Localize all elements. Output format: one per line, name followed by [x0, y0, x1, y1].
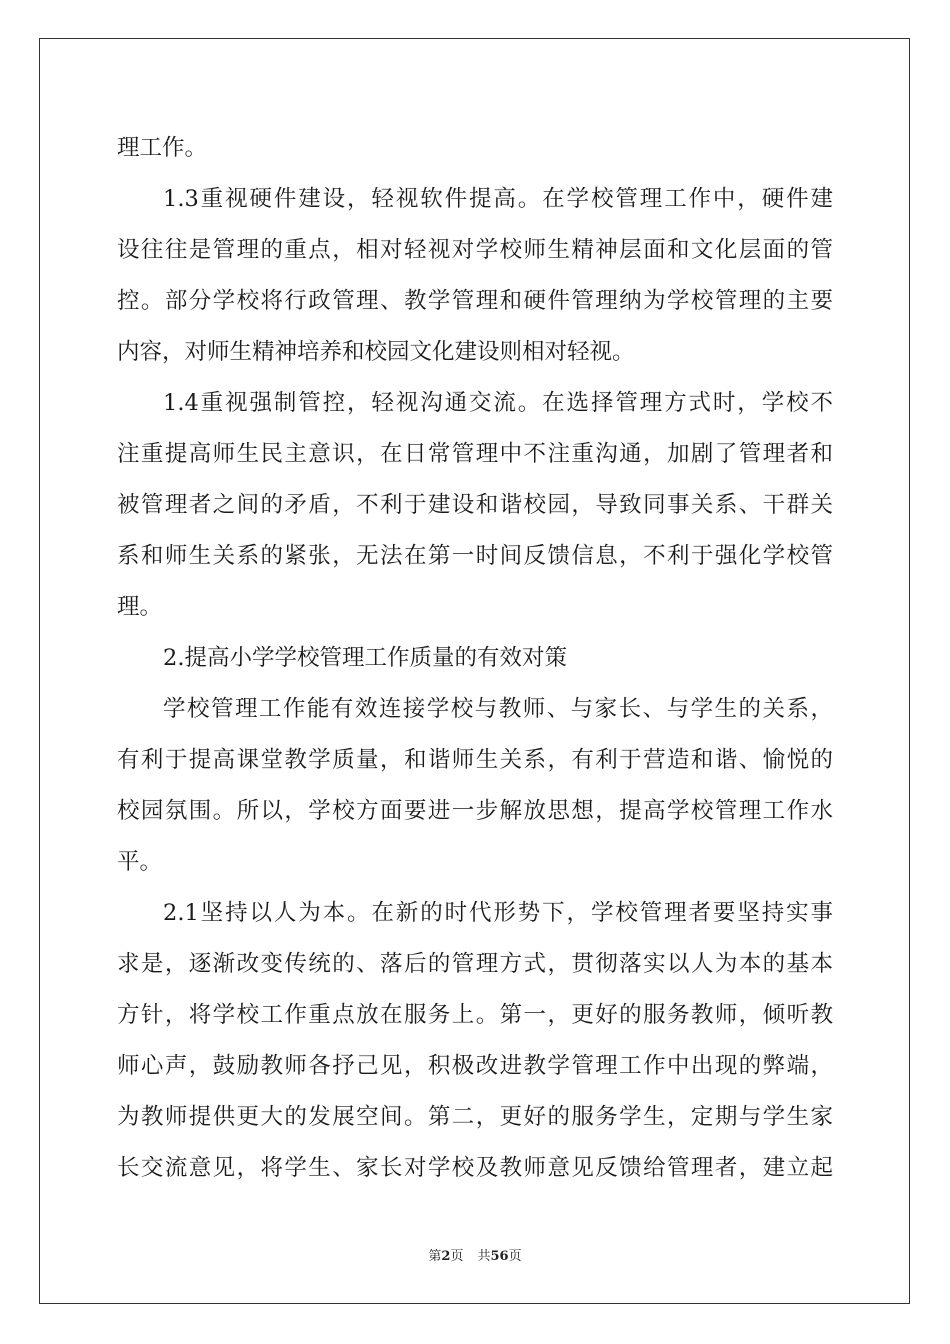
- total-pages-number: 56: [490, 1249, 509, 1264]
- text-line: 1.3重视硬件建设，轻视软件提高。在学校管理工作中，硬件建: [163, 186, 833, 212]
- current-page-number: 2: [441, 1249, 451, 1264]
- text-line: 2.1坚持以人为本。在新的时代形势下，学校管理者要坚持实事: [163, 900, 833, 926]
- footer-prefix: 第: [428, 1249, 442, 1264]
- text-line: 理。: [117, 594, 163, 620]
- text-line: 内容，对师生精神培养和校园文化建设则相对轻视。: [117, 339, 635, 365]
- text-line: 校园氛围。所以，学校方面要进一步解放思想，提高学校管理工作水: [117, 798, 833, 824]
- footer-total-prefix: 共: [477, 1249, 491, 1264]
- text-line: 2.提高小学学校管理工作质量的有效对策: [163, 645, 567, 671]
- text-line: 为教师提供更大的发展空间。第二，更好的服务学生，定期与学生家: [117, 1104, 833, 1130]
- page-footer: [0, 1245, 950, 1264]
- text-line: 设往往是管理的重点，相对轻视对学校师生精神层面和文化层面的管: [117, 237, 833, 263]
- text-line: 系和师生关系的紧张，无法在第一时间反馈信息，不利于强化学校管: [117, 543, 833, 569]
- text-line: 控。部分学校将行政管理、教学管理和硬件管理纳为学校管理的主要: [117, 288, 833, 314]
- text-line: 1.4重视强制管控，轻视沟通交流。在选择管理方式时，学校不: [163, 390, 833, 416]
- footer-page-suffix: 页: [450, 1249, 464, 1264]
- document-body: [117, 123, 833, 1194]
- text-line: 求是，逐渐改变传统的、落后的管理方式，贯彻落实以人为本的基本: [117, 951, 833, 977]
- text-line: 理工作。: [117, 135, 208, 161]
- text-line: 平。: [117, 849, 163, 875]
- text-line: 注重提高师生民主意识，在日常管理中不注重沟通，加剧了管理者和: [117, 441, 833, 467]
- text-line: 被管理者之间的矛盾，不利于建设和谐校园，导致同事关系、干群关: [117, 492, 833, 518]
- text-line: 有利于提高课堂教学质量，和谐师生关系，有利于营造和谐、愉悦的: [117, 747, 833, 773]
- text-line: 学校管理工作能有效连接学校与教师、与家长、与学生的关系，: [163, 696, 833, 722]
- text-line: 师心声，鼓励教师各抒己见，积极改进教学管理工作中出现的弊端，: [117, 1053, 833, 1079]
- text-line: 长交流意见，将学生、家长对学校及教师意见反馈给管理者，建立起: [117, 1155, 833, 1181]
- footer-total-suffix: 页: [508, 1249, 522, 1264]
- text-line: 方针，将学校工作重点放在服务上。第一，更好的服务教师，倾听教: [117, 1002, 833, 1028]
